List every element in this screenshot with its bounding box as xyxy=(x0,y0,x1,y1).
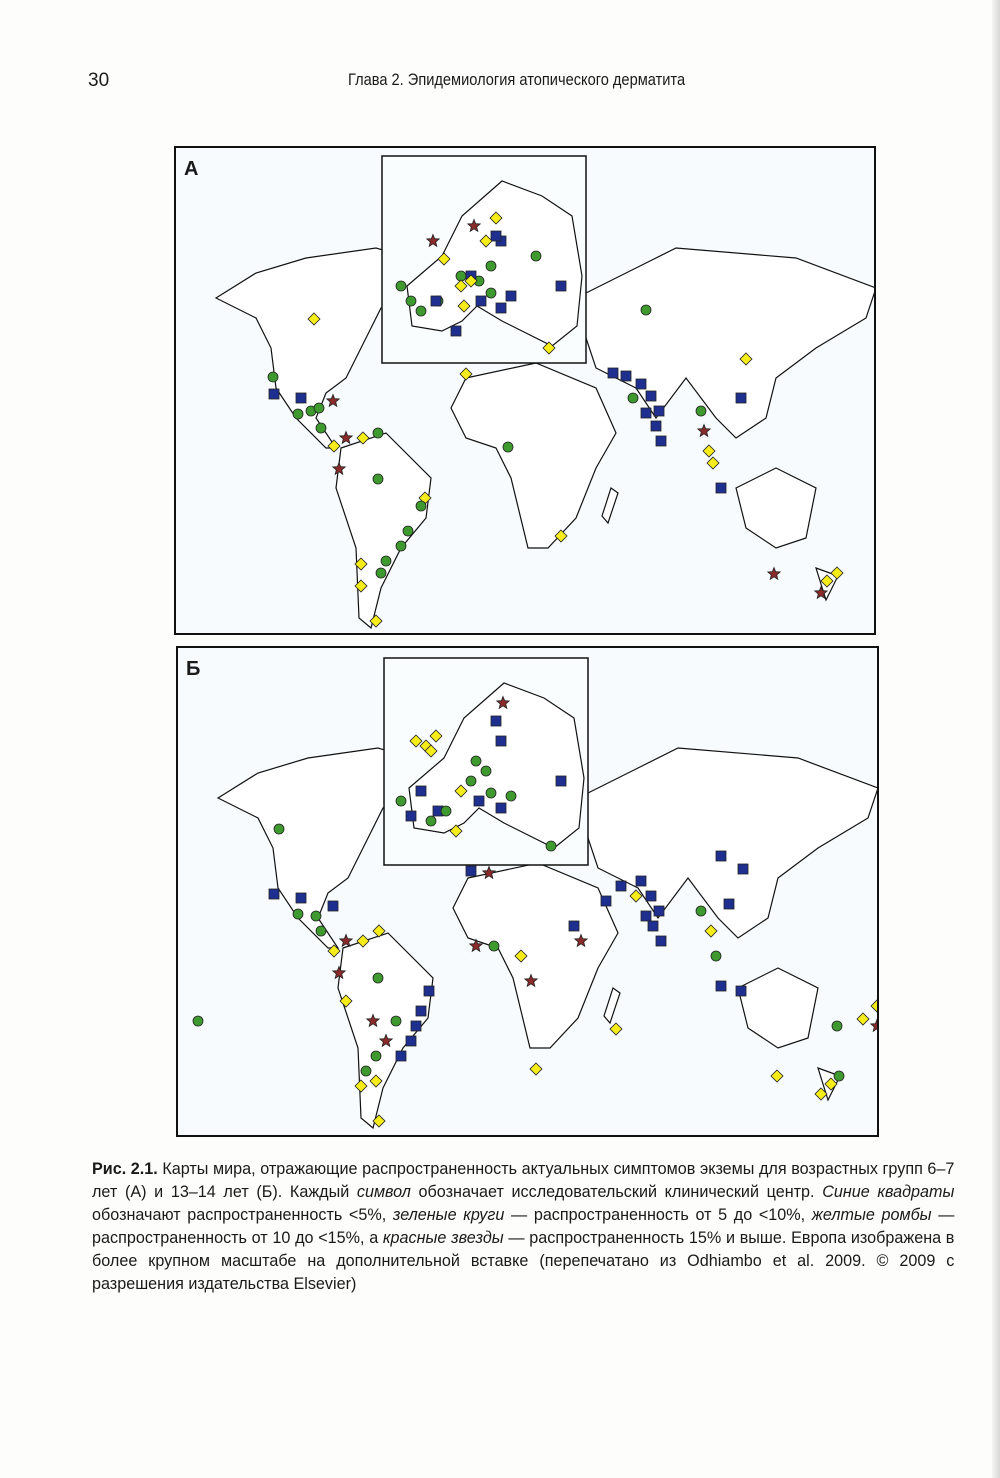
marker-blue-square xyxy=(569,921,579,931)
caption-text: обозначает исследовательский клинический центр. xyxy=(410,1183,823,1201)
marker-blue-square xyxy=(328,901,338,911)
marker-blue-square xyxy=(724,899,734,909)
marker-green-circle xyxy=(441,806,451,816)
marker-green-circle xyxy=(546,841,556,851)
marker-blue-square xyxy=(296,893,306,903)
marker-green-circle xyxy=(503,442,513,452)
marker-green-circle xyxy=(193,1016,203,1026)
marker-yellow-diamond xyxy=(857,1013,869,1025)
marker-blue-square xyxy=(406,1036,416,1046)
caption-italic: желтые ромбы xyxy=(811,1206,932,1224)
europe-inset xyxy=(382,156,586,363)
marker-green-circle xyxy=(316,926,326,936)
marker-blue-square xyxy=(641,911,651,921)
figure-caption xyxy=(92,1158,954,1296)
marker-red-star xyxy=(768,568,780,580)
landmass-africa xyxy=(453,863,618,1048)
marker-blue-square xyxy=(556,776,566,786)
marker-green-circle xyxy=(316,423,326,433)
marker-blue-square xyxy=(621,371,631,381)
marker-blue-square xyxy=(646,891,656,901)
marker-yellow-diamond xyxy=(771,1070,783,1082)
marker-green-circle xyxy=(403,526,413,536)
marker-green-circle xyxy=(486,788,496,798)
marker-blue-square xyxy=(636,379,646,389)
page-number: 30 xyxy=(88,70,110,91)
marker-blue-square xyxy=(738,864,748,874)
marker-green-circle xyxy=(466,776,476,786)
marker-green-circle xyxy=(373,474,383,484)
world-map-a xyxy=(176,148,874,633)
marker-blue-square xyxy=(654,906,664,916)
marker-blue-square xyxy=(616,881,626,891)
marker-yellow-diamond xyxy=(703,445,715,457)
caption-italic: символ xyxy=(356,1183,411,1201)
marker-blue-square xyxy=(424,986,434,996)
marker-green-circle xyxy=(486,261,496,271)
marker-blue-square xyxy=(269,889,279,899)
marker-blue-square xyxy=(491,231,501,241)
marker-blue-square xyxy=(466,866,476,876)
landmass-madagascar xyxy=(602,488,618,523)
marker-green-circle xyxy=(531,251,541,261)
landmass-australia xyxy=(738,968,818,1048)
marker-green-circle xyxy=(406,296,416,306)
landmass-australia xyxy=(736,468,816,548)
marker-blue-square xyxy=(716,483,726,493)
marker-blue-square xyxy=(656,936,666,946)
marker-blue-square xyxy=(476,296,486,306)
marker-red-star xyxy=(698,425,710,437)
marker-blue-square xyxy=(654,406,664,416)
panel-label-b: Б xyxy=(186,658,201,680)
marker-green-circle xyxy=(834,1071,844,1081)
page-edge xyxy=(992,0,1000,1478)
marker-blue-square xyxy=(556,281,566,291)
marker-green-circle xyxy=(832,1021,842,1031)
marker-green-circle xyxy=(711,951,721,961)
marker-blue-square xyxy=(411,1021,421,1031)
caption-text: обозначают распространенность <5%, xyxy=(92,1206,393,1224)
marker-blue-square xyxy=(601,896,611,906)
europe-inset xyxy=(384,658,588,865)
marker-green-circle xyxy=(311,911,321,921)
caption-italic: красные звезды xyxy=(382,1229,504,1247)
caption-label: Рис. 2.1. xyxy=(92,1160,158,1178)
marker-yellow-diamond xyxy=(707,457,719,469)
marker-green-circle xyxy=(361,1066,371,1076)
marker-green-circle xyxy=(481,766,491,776)
marker-green-circle xyxy=(416,306,426,316)
marker-blue-square xyxy=(496,303,506,313)
marker-blue-square xyxy=(474,796,484,806)
map-panel-b xyxy=(176,646,879,1137)
marker-green-circle xyxy=(486,288,496,298)
marker-blue-square xyxy=(636,876,646,886)
marker-blue-square xyxy=(396,1051,406,1061)
marker-blue-square xyxy=(416,1006,426,1016)
marker-blue-square xyxy=(736,393,746,403)
marker-blue-square xyxy=(296,393,306,403)
marker-green-circle xyxy=(489,941,499,951)
marker-yellow-diamond xyxy=(530,1063,542,1075)
marker-green-circle xyxy=(696,406,706,416)
running-title: Глава 2. Эпидемиология атопического дерматита xyxy=(348,70,686,89)
marker-yellow-diamond xyxy=(871,1000,877,1012)
marker-green-circle xyxy=(373,428,383,438)
world-map-b xyxy=(178,648,877,1135)
marker-red-star xyxy=(340,935,352,947)
landmass-africa xyxy=(451,363,616,548)
marker-green-circle xyxy=(293,409,303,419)
landmass-eurasia xyxy=(576,248,874,438)
landmass-madagascar xyxy=(604,988,620,1023)
marker-green-circle xyxy=(396,541,406,551)
marker-blue-square xyxy=(496,803,506,813)
marker-green-circle xyxy=(696,906,706,916)
marker-blue-square xyxy=(656,436,666,446)
marker-green-circle xyxy=(268,372,278,382)
caption-italic: зеленые круги xyxy=(392,1206,505,1224)
marker-blue-square xyxy=(646,391,656,401)
marker-yellow-diamond xyxy=(610,1023,622,1035)
marker-red-star xyxy=(871,1020,877,1032)
marker-blue-square xyxy=(716,851,726,861)
marker-green-circle xyxy=(293,909,303,919)
marker-green-circle xyxy=(396,281,406,291)
marker-blue-square xyxy=(406,811,416,821)
marker-green-circle xyxy=(426,816,436,826)
marker-green-circle xyxy=(314,403,324,413)
marker-green-circle xyxy=(371,1051,381,1061)
marker-green-circle xyxy=(641,305,651,315)
marker-green-circle xyxy=(376,568,386,578)
marker-green-circle xyxy=(396,796,406,806)
caption-text: — распространенность от 10 до <15%, а xyxy=(92,1206,955,1247)
marker-blue-square xyxy=(641,408,651,418)
marker-green-circle xyxy=(274,824,284,834)
marker-red-star xyxy=(340,432,352,444)
marker-blue-square xyxy=(416,786,426,796)
caption-text: Карты мира, отражающие распространенность актуальных симптомов экземы для возрастных групп 6–7 лет (А) и 13–14 лет (Б). Каждый xyxy=(92,1160,955,1201)
marker-blue-square xyxy=(451,326,461,336)
marker-blue-square xyxy=(716,981,726,991)
marker-blue-square xyxy=(651,421,661,431)
caption-text: — распространенность 15% и выше. Европа изображена в более крупном масштабе на дополнительной вставке (перепечатано из Odhiambo et al. 2009. © 2009 с разрешения издательства Elsevier) xyxy=(92,1229,955,1293)
marker-green-circle xyxy=(506,791,516,801)
marker-green-circle xyxy=(381,556,391,566)
marker-green-circle xyxy=(391,1016,401,1026)
marker-blue-square xyxy=(736,986,746,996)
marker-blue-square xyxy=(269,389,279,399)
marker-blue-square xyxy=(496,736,506,746)
marker-green-circle xyxy=(471,756,481,766)
panel-label-a: А xyxy=(184,158,199,180)
caption-italic: Синие квадраты xyxy=(822,1183,955,1201)
landmass-south-america xyxy=(336,433,431,628)
map-panel-a xyxy=(174,146,876,635)
caption-text: — распространенность от 5 до <10%, xyxy=(504,1206,812,1224)
marker-green-circle xyxy=(373,973,383,983)
marker-blue-square xyxy=(648,921,658,931)
marker-green-circle xyxy=(628,393,638,403)
marker-blue-square xyxy=(491,716,501,726)
marker-blue-square xyxy=(506,291,516,301)
marker-red-star xyxy=(327,395,339,407)
marker-blue-square xyxy=(608,368,618,378)
marker-blue-square xyxy=(431,296,441,306)
marker-green-circle xyxy=(416,501,426,511)
landmass-eurasia xyxy=(578,748,877,938)
marker-yellow-diamond xyxy=(705,925,717,937)
